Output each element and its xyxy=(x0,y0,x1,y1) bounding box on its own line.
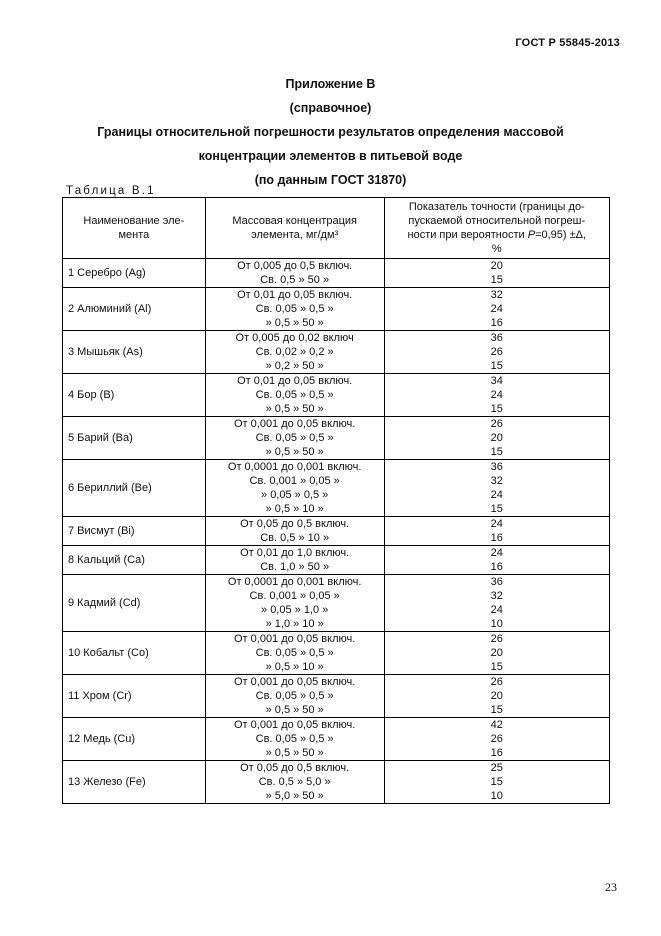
accuracy-value: 16 xyxy=(490,317,503,329)
concentration-cell xyxy=(205,460,384,517)
concentration-range: » 1,0 » 10 » xyxy=(265,618,324,630)
header-element-name-line: Наименование эле- xyxy=(83,215,185,227)
concentration-range: Св. 0,05 » 0,5 » xyxy=(255,733,334,745)
table-row xyxy=(63,546,610,575)
concentration-range: » 5,0 » 50 » xyxy=(265,790,324,802)
concentration-range: От 0,005 до 0,02 включ xyxy=(235,332,354,344)
accuracy-value: 36 xyxy=(490,576,503,588)
accuracy-value: 25 xyxy=(490,762,503,774)
element-name-cell: 2 Алюминий (Al) xyxy=(63,288,206,331)
accuracy-cell xyxy=(384,517,609,546)
accuracy-table xyxy=(62,197,610,804)
table-row xyxy=(63,288,610,331)
concentration-cell xyxy=(205,632,384,675)
table-row xyxy=(63,374,610,417)
concentration-range: От 0,001 до 0,05 включ. xyxy=(234,719,356,731)
table-row xyxy=(63,417,610,460)
concentration-range: От 0,05 до 0,5 включ. xyxy=(240,762,350,774)
concentration-range: » 0,05 » 1,0 » xyxy=(261,604,329,616)
accuracy-value: 26 xyxy=(490,676,503,688)
appendix-title-line-2: концентрации элементов в питьевой воде xyxy=(198,149,463,163)
concentration-range: Св. 0,5 » 5,0 » xyxy=(258,776,331,788)
accuracy-value: 15 xyxy=(490,403,503,415)
concentration-range: От 0,0001 до 0,001 включ. xyxy=(227,576,362,588)
table-header-row xyxy=(63,198,610,259)
concentration-range: Св. 0,5 » 50 » xyxy=(260,274,330,286)
concentration-cell xyxy=(205,546,384,575)
table-row xyxy=(63,761,610,804)
concentration-range: » 0,5 » 50 » xyxy=(265,403,324,415)
accuracy-value: 24 xyxy=(490,489,503,501)
concentration-range: От 0,01 до 0,05 включ. xyxy=(237,375,353,387)
concentration-cell xyxy=(205,417,384,460)
accuracy-value: 15 xyxy=(490,776,503,788)
accuracy-value: 36 xyxy=(490,332,503,344)
concentration-range: Св. 0,05 » 0,5 » xyxy=(255,389,334,401)
table-row xyxy=(63,331,610,374)
accuracy-value: 24 xyxy=(490,303,503,315)
table-row xyxy=(63,575,610,632)
concentration-cell xyxy=(205,288,384,331)
accuracy-value: 24 xyxy=(490,389,503,401)
element-name-cell: 10 Кобальт (Co) xyxy=(63,632,206,675)
element-name-cell: 11 Хром (Cr) xyxy=(63,675,206,718)
accuracy-value: 42 xyxy=(490,719,503,731)
accuracy-value: 26 xyxy=(490,733,503,745)
header-accuracy-line: % xyxy=(491,243,502,255)
table-caption: Таблица В.1 xyxy=(66,185,156,197)
header-concentration xyxy=(205,198,384,259)
accuracy-value: 32 xyxy=(490,590,503,602)
page-number: 23 xyxy=(605,880,617,894)
accuracy-cell xyxy=(384,761,609,804)
element-name-cell: 12 Медь (Cu) xyxy=(63,718,206,761)
accuracy-value: 32 xyxy=(490,289,503,301)
concentration-range: » 0,2 » 50 » xyxy=(265,360,324,372)
accuracy-cell xyxy=(384,632,609,675)
concentration-range: От 0,001 до 0,05 включ. xyxy=(234,418,356,430)
accuracy-value: 24 xyxy=(490,604,503,616)
appendix-titles xyxy=(0,72,661,192)
concentration-range: Св. 0,05 » 0,5 » xyxy=(255,432,334,444)
header-accuracy xyxy=(384,198,609,259)
concentration-range: От 0,01 до 1,0 включ. xyxy=(240,547,350,559)
concentration-range: » 0,5 » 10 » xyxy=(265,661,324,673)
concentration-range: Св. 0,02 » 0,2 » xyxy=(255,346,334,358)
table-row xyxy=(63,718,610,761)
concentration-range: » 0,5 » 50 » xyxy=(265,747,324,759)
accuracy-value: 15 xyxy=(490,446,503,458)
appendix-kind: (справочное) xyxy=(289,101,372,115)
table-row xyxy=(63,632,610,675)
accuracy-value: 15 xyxy=(490,661,503,673)
accuracy-value: 16 xyxy=(490,747,503,759)
element-name-cell: 13 Железо (Fe) xyxy=(63,761,206,804)
header-element-name xyxy=(63,198,206,259)
accuracy-value: 26 xyxy=(490,346,503,358)
accuracy-value: 15 xyxy=(490,360,503,372)
accuracy-cell xyxy=(384,546,609,575)
concentration-cell xyxy=(205,675,384,718)
appendix-title-line-1: Границы относительной погрешности результатов определения массовой xyxy=(97,125,564,139)
appendix-source: (по данным ГОСТ 31870) xyxy=(254,173,407,187)
accuracy-value: 20 xyxy=(490,432,503,444)
concentration-range: От 0,001 до 0,05 включ. xyxy=(234,676,356,688)
accuracy-value: 26 xyxy=(490,418,503,430)
table-body xyxy=(63,259,610,804)
concentration-cell xyxy=(205,374,384,417)
table-row xyxy=(63,259,610,288)
concentration-cell xyxy=(205,575,384,632)
document-code: ГОСТ Р 55845-2013 xyxy=(515,37,620,49)
table-row xyxy=(63,675,610,718)
concentration-range: » 0,5 » 50 » xyxy=(265,446,324,458)
accuracy-value: 20 xyxy=(490,647,503,659)
element-name-cell: 5 Барий (Ba) xyxy=(63,417,206,460)
header-element-name-line: мента xyxy=(118,229,150,241)
accuracy-value: 15 xyxy=(490,503,503,515)
concentration-range: » 0,5 » 10 » xyxy=(265,503,324,515)
accuracy-value: 20 xyxy=(490,690,503,702)
accuracy-cell xyxy=(384,460,609,517)
header-concentration-line: Массовая концентрация xyxy=(232,215,357,227)
header-concentration-line: элемента, мг/дм³ xyxy=(251,229,339,241)
accuracy-value: 16 xyxy=(490,532,503,544)
accuracy-value: 10 xyxy=(490,790,503,802)
appendix-label: Приложение В xyxy=(285,77,376,91)
accuracy-cell xyxy=(384,718,609,761)
element-name-cell: 4 Бор (B) xyxy=(63,374,206,417)
concentration-cell xyxy=(205,718,384,761)
concentration-range: Св. 0,05 » 0,5 » xyxy=(255,303,334,315)
concentration-range: От 0,05 до 0,5 включ. xyxy=(240,518,350,530)
element-name-cell: 7 Висмут (Bi) xyxy=(63,517,206,546)
concentration-cell xyxy=(205,331,384,374)
header-accuracy-line: Показатель точности (границы до- xyxy=(408,201,585,213)
accuracy-value: 16 xyxy=(490,561,503,573)
accuracy-value: 15 xyxy=(490,274,503,286)
concentration-range: Св. 0,001 » 0,05 » xyxy=(249,475,340,487)
header-accuracy-line: пускаемой относительной погреш- xyxy=(408,215,586,227)
element-name-cell: 3 Мышьяк (As) xyxy=(63,331,206,374)
accuracy-cell xyxy=(384,417,609,460)
accuracy-value: 32 xyxy=(490,475,503,487)
table-row xyxy=(63,460,610,517)
concentration-range: » 0,5 » 50 » xyxy=(265,317,324,329)
concentration-range: От 0,0001 до 0,001 включ. xyxy=(227,461,362,473)
table-row xyxy=(63,517,610,546)
concentration-range: От 0,001 до 0,05 включ. xyxy=(234,633,356,645)
concentration-range: Св. 0,001 » 0,05 » xyxy=(249,590,340,602)
concentration-cell xyxy=(205,517,384,546)
accuracy-cell xyxy=(384,259,609,288)
element-name-cell: 6 Бериллий (Be) xyxy=(63,460,206,517)
concentration-range: Св. 0,05 » 0,5 » xyxy=(255,647,334,659)
accuracy-value: 24 xyxy=(490,518,503,530)
concentration-range: От 0,005 до 0,5 включ. xyxy=(237,260,353,272)
accuracy-cell xyxy=(384,288,609,331)
element-name-cell: 1 Серебро (Ag) xyxy=(63,259,206,288)
accuracy-value: 20 xyxy=(490,260,503,272)
concentration-range: Св. 1,0 » 50 » xyxy=(260,561,330,573)
concentration-cell xyxy=(205,259,384,288)
element-name-cell: 8 Кальций (Ca) xyxy=(63,546,206,575)
accuracy-value: 26 xyxy=(490,633,503,645)
element-name-cell: 9 Кадмий (Cd) xyxy=(63,575,206,632)
accuracy-cell xyxy=(384,374,609,417)
accuracy-value: 15 xyxy=(490,704,503,716)
concentration-range: Св. 0,05 » 0,5 » xyxy=(255,690,334,702)
accuracy-value: 36 xyxy=(490,461,503,473)
accuracy-value: 34 xyxy=(490,375,503,387)
concentration-range: Св. 0,5 » 10 » xyxy=(260,532,330,544)
accuracy-value: 10 xyxy=(490,618,503,630)
accuracy-cell xyxy=(384,675,609,718)
accuracy-cell xyxy=(384,575,609,632)
header-accuracy-line: ности при вероятности P=0,95) ±Δ, xyxy=(407,229,587,241)
concentration-range: От 0,01 до 0,05 включ. xyxy=(237,289,353,301)
accuracy-value: 24 xyxy=(490,547,503,559)
accuracy-cell xyxy=(384,331,609,374)
concentration-range: » 0,5 » 50 » xyxy=(265,704,324,716)
concentration-cell xyxy=(205,761,384,804)
concentration-range: » 0,05 » 0,5 » xyxy=(261,489,329,501)
